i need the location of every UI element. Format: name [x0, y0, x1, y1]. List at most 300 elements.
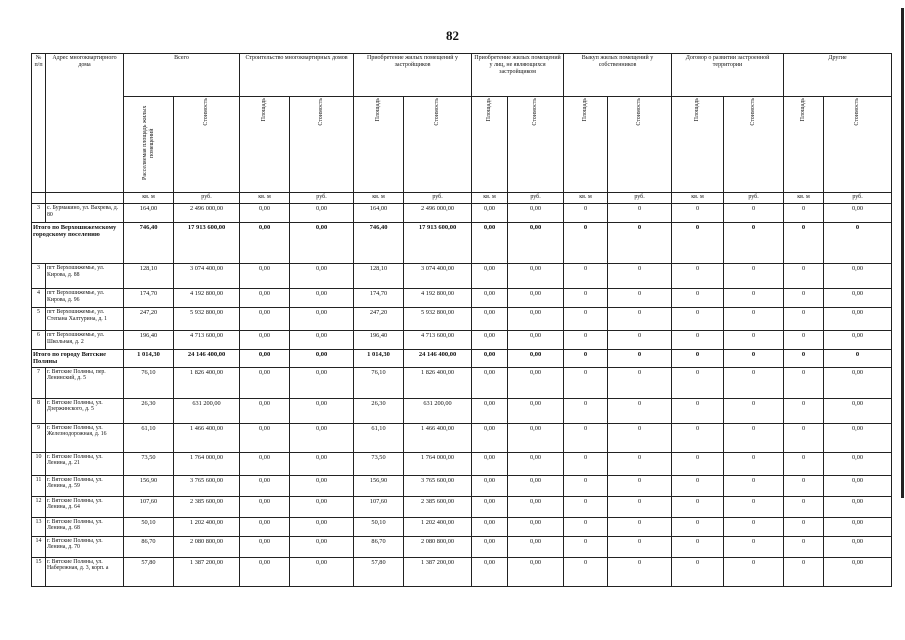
area-cell: 61,10 [124, 423, 174, 452]
cost-cell: 1 466 400,00 [404, 423, 472, 452]
address-cell: г. Вятские Поляны, ул. Ленина, д. 68 [46, 517, 124, 536]
area-cell: 0 [564, 423, 608, 452]
header-group-buyout: Выкуп жилых помещений у собственников [564, 54, 672, 97]
header-address: Адрес многоквартирного дома [46, 54, 124, 193]
area-cell: 1 014,30 [124, 349, 174, 367]
cost-cell: 0 [724, 330, 784, 349]
area-cell: 0 [672, 452, 724, 475]
area-cell: 50,10 [354, 517, 404, 536]
cost-cell: 0,00 [508, 349, 564, 367]
table-row [32, 536, 892, 557]
cost-cell: 0,00 [824, 452, 892, 475]
area-cell: 0,00 [472, 307, 508, 330]
cost-cell: 0,00 [290, 517, 354, 536]
row-number: 11 [32, 475, 46, 496]
area-cell: 73,50 [354, 452, 404, 475]
cost-cell: 0,00 [290, 288, 354, 307]
cost-cell: 2 385 600,00 [174, 496, 240, 517]
unit-cost: руб. [724, 192, 784, 203]
header-row-groups [32, 54, 892, 97]
cost-cell: 0 [724, 423, 784, 452]
cost-cell: 0 [724, 288, 784, 307]
unit-area: кв. м [354, 192, 404, 203]
cost-cell: 0,00 [824, 203, 892, 222]
cost-cell: 0,00 [508, 288, 564, 307]
area-cell: 746,40 [124, 222, 174, 263]
housing-resettlement-table [31, 53, 892, 587]
area-cell: 174,70 [354, 288, 404, 307]
table-row [32, 557, 892, 586]
header-cost: Стоимость [824, 97, 892, 193]
area-cell: 57,80 [124, 557, 174, 586]
cost-cell: 0 [608, 475, 672, 496]
row-number: 13 [32, 517, 46, 536]
area-cell: 0 [564, 452, 608, 475]
header-group-other: Другие [784, 54, 892, 97]
cost-cell: 0,00 [290, 557, 354, 586]
cost-cell: 0,00 [824, 536, 892, 557]
unit-empty [32, 192, 46, 203]
unit-area: кв. м [240, 192, 290, 203]
cost-cell: 0,00 [824, 288, 892, 307]
cost-cell: 0,00 [508, 203, 564, 222]
area-cell: 0,00 [240, 222, 290, 263]
cost-cell: 2 080 800,00 [404, 536, 472, 557]
header-cost: Стоимость [404, 97, 472, 193]
cost-cell: 0,00 [824, 330, 892, 349]
cost-cell: 3 074 400,00 [404, 263, 472, 288]
unit-cost: руб. [290, 192, 354, 203]
table-row [32, 203, 892, 222]
area-cell: 0,00 [472, 330, 508, 349]
area-cell: 0 [564, 367, 608, 398]
area-cell: 0 [672, 423, 724, 452]
unit-area: кв. м [124, 192, 174, 203]
row-number: 8 [32, 398, 46, 423]
address-cell: г. Вятские Поляны, ул. Дзержинского, д. 5 [46, 398, 124, 423]
cost-cell: 0,00 [508, 452, 564, 475]
cost-cell: 1 764 000,00 [174, 452, 240, 475]
area-cell: 0 [784, 536, 824, 557]
scan-edge-bar [901, 8, 904, 498]
area-cell: 196,40 [124, 330, 174, 349]
area-cell: 0,00 [472, 349, 508, 367]
area-cell: 0,00 [240, 557, 290, 586]
cost-cell: 0 [608, 557, 672, 586]
cost-cell: 0,00 [290, 307, 354, 330]
cost-cell: 1 764 000,00 [404, 452, 472, 475]
cost-cell: 0 [608, 330, 672, 349]
cost-cell: 0,00 [508, 517, 564, 536]
area-cell: 0 [784, 307, 824, 330]
cost-cell: 0 [608, 288, 672, 307]
area-cell: 0 [672, 536, 724, 557]
cost-cell: 0 [608, 367, 672, 398]
area-cell: 0,00 [240, 307, 290, 330]
table-total-row [32, 349, 892, 367]
address-cell: г. Вятские Поляны, ул. Железнодорожная, д. 16 [46, 423, 124, 452]
cost-cell: 0 [608, 307, 672, 330]
cost-cell: 5 932 800,00 [174, 307, 240, 330]
cost-cell: 0 [724, 367, 784, 398]
area-cell: 0,00 [240, 496, 290, 517]
cost-cell: 0,00 [508, 263, 564, 288]
header-area: Площадь [240, 97, 290, 193]
table-row [32, 307, 892, 330]
area-cell: 0 [672, 203, 724, 222]
cost-cell: 0,00 [508, 222, 564, 263]
cost-cell: 4 192 800,00 [404, 288, 472, 307]
area-cell: 0,00 [240, 517, 290, 536]
cost-cell: 17 913 600,00 [404, 222, 472, 263]
area-cell: 128,10 [124, 263, 174, 288]
address-cell: г. Вятские Поляны, ул. Ленина, д. 64 [46, 496, 124, 517]
area-cell: 0 [784, 423, 824, 452]
header-group-territory-contract: Договор о развитии застроенной территории [672, 54, 784, 97]
area-cell: 50,10 [124, 517, 174, 536]
area-cell: 174,70 [124, 288, 174, 307]
area-cell: 0,00 [472, 536, 508, 557]
area-cell: 156,90 [124, 475, 174, 496]
area-cell: 247,20 [124, 307, 174, 330]
row-number: 3 [32, 263, 46, 288]
cost-cell: 0,00 [508, 536, 564, 557]
header-group-purchase-developers: Приобретение жилых помещений у застройщиков [354, 54, 472, 97]
cost-cell: 1 387 200,00 [174, 557, 240, 586]
row-number: 7 [32, 367, 46, 398]
cost-cell: 0,00 [824, 263, 892, 288]
header-no: № п/п [32, 54, 46, 193]
area-cell: 0 [784, 475, 824, 496]
unit-area: кв. м [784, 192, 824, 203]
row-number: 6 [32, 330, 46, 349]
cost-cell: 0,00 [290, 222, 354, 263]
cost-cell: 2 385 600,00 [404, 496, 472, 517]
area-cell: 0 [784, 222, 824, 263]
area-cell: 76,10 [124, 367, 174, 398]
cost-cell: 17 913 600,00 [174, 222, 240, 263]
cost-cell: 2 080 800,00 [174, 536, 240, 557]
cost-cell: 0,00 [508, 423, 564, 452]
cost-cell: 1 466 400,00 [174, 423, 240, 452]
cost-cell: 0 [824, 222, 892, 263]
area-cell: 26,30 [354, 398, 404, 423]
table-row [32, 330, 892, 349]
area-cell: 0 [564, 536, 608, 557]
cost-cell: 0,00 [824, 496, 892, 517]
header-cost: Стоимость [508, 97, 564, 193]
area-cell: 0 [784, 398, 824, 423]
area-cell: 0,00 [240, 475, 290, 496]
area-cell: 107,60 [354, 496, 404, 517]
cost-cell: 0,00 [290, 475, 354, 496]
address-cell: с. Бурмакино, ул. Вахрева, д. 80 [46, 203, 124, 222]
cost-cell: 0,00 [290, 398, 354, 423]
unit-cost: руб. [608, 192, 672, 203]
area-cell: 0 [672, 263, 724, 288]
cost-cell: 0 [724, 517, 784, 536]
cost-cell: 0 [824, 349, 892, 367]
cost-cell: 0 [724, 263, 784, 288]
area-cell: 0,00 [240, 263, 290, 288]
row-number: 14 [32, 536, 46, 557]
area-cell: 128,10 [354, 263, 404, 288]
cost-cell: 0,00 [290, 452, 354, 475]
area-cell: 196,40 [354, 330, 404, 349]
header-resettled-area: Расселяемая площадь жилых помещений [124, 97, 174, 193]
area-cell: 0 [672, 496, 724, 517]
area-cell: 0,00 [240, 452, 290, 475]
header-group-construction: Строительство многоквартирных домов [240, 54, 354, 97]
area-cell: 0,00 [240, 203, 290, 222]
cost-cell: 0,00 [508, 496, 564, 517]
unit-area: кв. м [472, 192, 508, 203]
cost-cell: 631 200,00 [174, 398, 240, 423]
cost-cell: 0,00 [290, 536, 354, 557]
cost-cell: 0,00 [824, 398, 892, 423]
area-cell: 0 [564, 263, 608, 288]
area-cell: 0,00 [472, 475, 508, 496]
cost-cell: 3 765 600,00 [174, 475, 240, 496]
area-cell: 0,00 [472, 452, 508, 475]
cost-cell: 0 [608, 203, 672, 222]
area-cell: 76,10 [354, 367, 404, 398]
cost-cell: 0 [724, 307, 784, 330]
area-cell: 0 [564, 203, 608, 222]
cost-cell: 1 202 400,00 [404, 517, 472, 536]
area-cell: 0 [672, 398, 724, 423]
cost-cell: 0,00 [824, 423, 892, 452]
address-cell: г. Вятские Поляны, ул. Ленина, д. 70 [46, 536, 124, 557]
unit-cost: руб. [404, 192, 472, 203]
row-number: 10 [32, 452, 46, 475]
table-row [32, 517, 892, 536]
area-cell: 0 [784, 330, 824, 349]
cost-cell: 0 [724, 496, 784, 517]
area-cell: 0,00 [472, 203, 508, 222]
cost-cell: 0,00 [508, 330, 564, 349]
area-cell: 0 [564, 349, 608, 367]
cost-cell: 0,00 [508, 307, 564, 330]
area-cell: 0 [784, 496, 824, 517]
cost-cell: 1 387 200,00 [404, 557, 472, 586]
cost-cell: 0 [724, 203, 784, 222]
total-label: Итого по Верхошижемскому городскому поселению [32, 222, 124, 263]
area-cell: 0 [564, 496, 608, 517]
cost-cell: 0,00 [290, 203, 354, 222]
area-cell: 0,00 [472, 288, 508, 307]
area-cell: 73,50 [124, 452, 174, 475]
cost-cell: 0 [724, 475, 784, 496]
cost-cell: 0,00 [290, 330, 354, 349]
area-cell: 0 [672, 475, 724, 496]
cost-cell: 1 826 400,00 [404, 367, 472, 398]
area-cell: 0 [672, 517, 724, 536]
area-cell: 0,00 [472, 367, 508, 398]
area-cell: 0 [564, 288, 608, 307]
cost-cell: 0,00 [824, 517, 892, 536]
area-cell: 164,00 [124, 203, 174, 222]
header-area: Площадь [672, 97, 724, 193]
area-cell: 86,70 [354, 536, 404, 557]
row-number: 12 [32, 496, 46, 517]
area-cell: 164,00 [354, 203, 404, 222]
area-cell: 0,00 [240, 349, 290, 367]
cost-cell: 24 146 400,00 [404, 349, 472, 367]
address-cell: г. Вятские Поляны, ул. Ленина, д. 59 [46, 475, 124, 496]
area-cell: 0,00 [240, 367, 290, 398]
cost-cell: 0 [608, 398, 672, 423]
cost-cell: 0,00 [508, 367, 564, 398]
header-row-units [32, 192, 892, 203]
header-area: Площадь [784, 97, 824, 193]
area-cell: 0,00 [472, 557, 508, 586]
row-number: 9 [32, 423, 46, 452]
cost-cell: 0 [724, 557, 784, 586]
area-cell: 0 [672, 288, 724, 307]
header-cost: Стоимость [174, 97, 240, 193]
cost-cell: 4 192 800,00 [174, 288, 240, 307]
cost-cell: 1 826 400,00 [174, 367, 240, 398]
cost-cell: 0 [608, 423, 672, 452]
cost-cell: 4 713 600,00 [174, 330, 240, 349]
table-row [32, 475, 892, 496]
area-cell: 0 [564, 557, 608, 586]
cost-cell: 0,00 [824, 367, 892, 398]
table-total-row [32, 222, 892, 263]
table-row [32, 452, 892, 475]
area-cell: 247,20 [354, 307, 404, 330]
area-cell: 0,00 [240, 288, 290, 307]
area-cell: 86,70 [124, 536, 174, 557]
cost-cell: 3 765 600,00 [404, 475, 472, 496]
area-cell: 0 [784, 349, 824, 367]
cost-cell: 631 200,00 [404, 398, 472, 423]
area-cell: 0 [672, 330, 724, 349]
cost-cell: 0 [608, 349, 672, 367]
table-body [32, 203, 892, 586]
address-cell: г. Вятские Поляны, ул. Ленина, д. 21 [46, 452, 124, 475]
cost-cell: 0 [608, 536, 672, 557]
table-row [32, 423, 892, 452]
header-area: Площадь [354, 97, 404, 193]
header-cost: Стоимость [290, 97, 354, 193]
area-cell: 57,80 [354, 557, 404, 586]
area-cell: 0,00 [472, 222, 508, 263]
header-cost: Стоимость [724, 97, 784, 193]
area-cell: 0,00 [240, 423, 290, 452]
unit-cost: руб. [824, 192, 892, 203]
area-cell: 61,10 [354, 423, 404, 452]
cost-cell: 0 [608, 263, 672, 288]
cost-cell: 0 [608, 517, 672, 536]
cost-cell: 0,00 [824, 475, 892, 496]
area-cell: 0 [784, 517, 824, 536]
header-area: Площадь [472, 97, 508, 193]
area-cell: 0 [784, 557, 824, 586]
unit-area: кв. м [672, 192, 724, 203]
area-cell: 0 [784, 452, 824, 475]
cost-cell: 3 074 400,00 [174, 263, 240, 288]
cost-cell: 0,00 [508, 475, 564, 496]
table-row [32, 496, 892, 517]
area-cell: 0 [564, 517, 608, 536]
cost-cell: 0,00 [508, 398, 564, 423]
cost-cell: 0 [724, 536, 784, 557]
area-cell: 0 [784, 367, 824, 398]
cost-cell: 0,00 [290, 367, 354, 398]
area-cell: 0 [672, 307, 724, 330]
cost-cell: 24 146 400,00 [174, 349, 240, 367]
page-number: 82 [446, 28, 459, 43]
row-number: 4 [32, 288, 46, 307]
area-cell: 0,00 [240, 536, 290, 557]
cost-cell: 0 [724, 398, 784, 423]
area-cell: 0,00 [240, 330, 290, 349]
table-row [32, 367, 892, 398]
area-cell: 0,00 [472, 496, 508, 517]
unit-cost: руб. [174, 192, 240, 203]
address-cell: г. Вятские Поляны, пер. Ленинский, д. 5 [46, 367, 124, 398]
header-row-subcolumns [32, 97, 892, 193]
area-cell: 156,90 [354, 475, 404, 496]
area-cell: 0 [564, 330, 608, 349]
cost-cell: 0 [724, 349, 784, 367]
cost-cell: 0,00 [508, 557, 564, 586]
area-cell: 0,00 [472, 398, 508, 423]
header-cost: Стоимость [608, 97, 672, 193]
area-cell: 0 [672, 222, 724, 263]
area-cell: 0,00 [472, 263, 508, 288]
cost-cell: 1 202 400,00 [174, 517, 240, 536]
table-row [32, 263, 892, 288]
cost-cell: 0,00 [290, 349, 354, 367]
area-cell: 0 [564, 222, 608, 263]
area-cell: 746,40 [354, 222, 404, 263]
unit-area: кв. м [564, 192, 608, 203]
total-label: Итого по городу Вятские Поляны [32, 349, 124, 367]
cost-cell: 0 [608, 222, 672, 263]
address-cell: пгт Верхошижемье, ул. Школьная, д. 2 [46, 330, 124, 349]
table-row [32, 288, 892, 307]
cost-cell: 0,00 [290, 496, 354, 517]
header-area: Площадь [564, 97, 608, 193]
cost-cell: 0 [724, 222, 784, 263]
area-cell: 107,60 [124, 496, 174, 517]
header-group-purchase-non-developers: Приобретение жилых помещений у лиц, не являющихся застройщиком [472, 54, 564, 97]
area-cell: 0 [784, 203, 824, 222]
address-cell: г. Вятские Поляны, ул. Набережная, д. 3, корп. а [46, 557, 124, 586]
header-group-total: Всего [124, 54, 240, 97]
cost-cell: 0,00 [290, 263, 354, 288]
row-number: 3 [32, 203, 46, 222]
area-cell: 0 [564, 307, 608, 330]
table-row [32, 398, 892, 423]
cost-cell: 0 [608, 496, 672, 517]
address-cell: пгт Верхошижемье, ул. Степана Халтурина, д. 1 [46, 307, 124, 330]
area-cell: 0 [564, 398, 608, 423]
cost-cell: 2 496 000,00 [404, 203, 472, 222]
area-cell: 0,00 [472, 423, 508, 452]
row-number: 5 [32, 307, 46, 330]
unit-empty [46, 192, 124, 203]
area-cell: 1 014,30 [354, 349, 404, 367]
area-cell: 0 [784, 288, 824, 307]
area-cell: 0 [672, 557, 724, 586]
row-number: 15 [32, 557, 46, 586]
address-cell: пгт Верхошижемье, ул. Кирова, д. 96 [46, 288, 124, 307]
address-cell: пгт Верхошижемье, ул. Кирова, д. 88 [46, 263, 124, 288]
